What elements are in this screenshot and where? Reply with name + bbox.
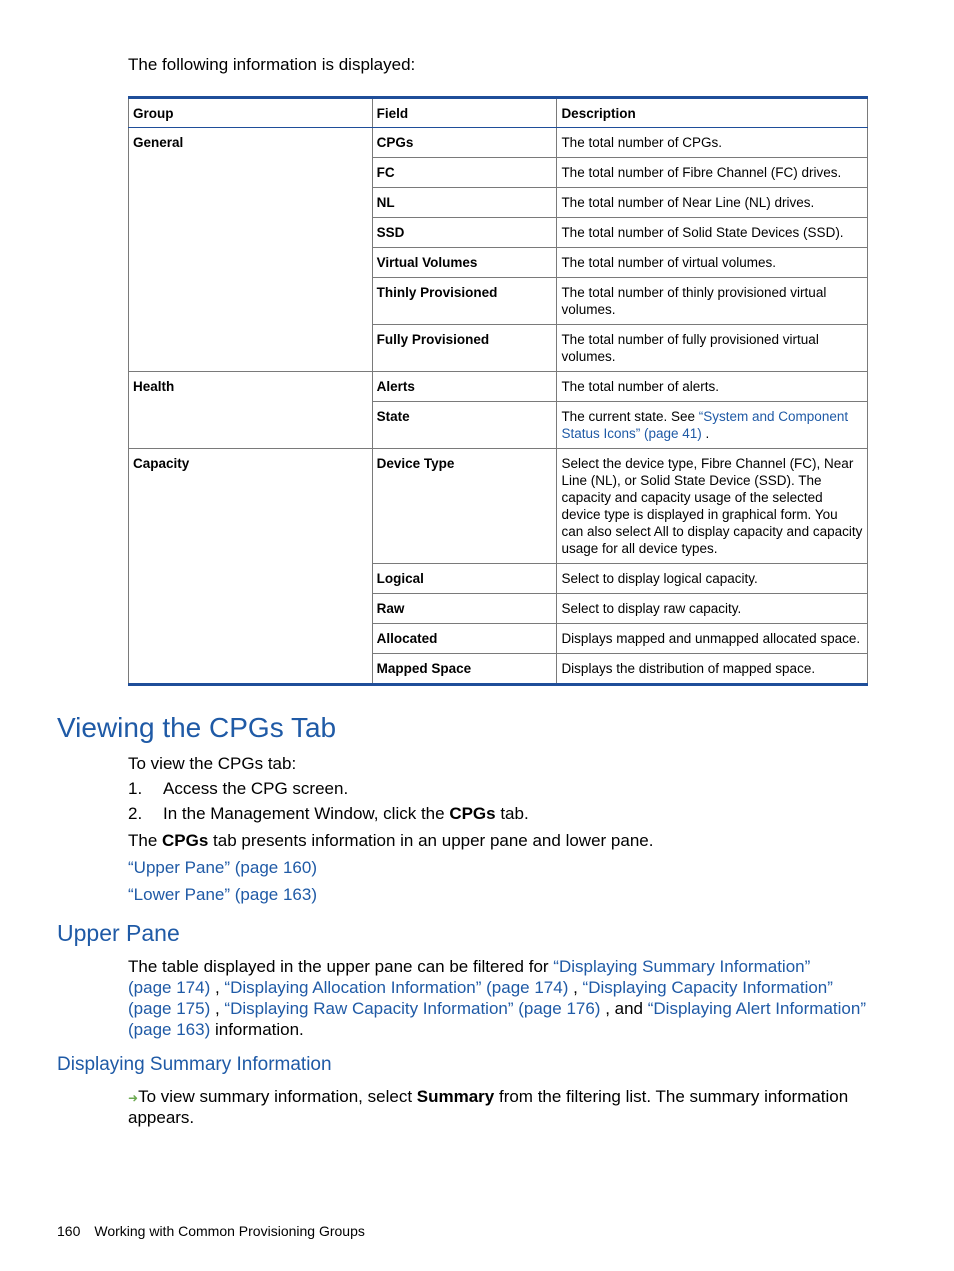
description-cell: Select to display logical capacity. xyxy=(557,564,868,594)
field-cell: NL xyxy=(372,188,557,218)
summary-line-2: appears. xyxy=(128,1108,195,1127)
table-row xyxy=(129,128,868,158)
table-header-row xyxy=(129,98,868,128)
section-paragraph xyxy=(128,830,653,851)
description-cell: Displays the distribution of mapped space. xyxy=(557,654,868,685)
upper-text: The table displayed in the upper pane can be filtered for xyxy=(128,957,554,976)
table-row xyxy=(129,372,868,402)
page-footer xyxy=(57,1223,365,1239)
para-text: The xyxy=(128,831,163,850)
field-cell: Fully Provisioned xyxy=(372,325,557,372)
upper-pane-line-2 xyxy=(128,977,833,998)
section-title: Viewing the CPGs Tab xyxy=(57,712,337,743)
description-cell: The total number of Fibre Channel (FC) drives. xyxy=(557,158,868,188)
summary-bold: Summary xyxy=(416,1087,495,1106)
separator: , xyxy=(210,999,225,1018)
section-lead: To view the CPGs tab: xyxy=(128,754,297,773)
field-cell: Mapped Space xyxy=(372,654,557,685)
description-cell xyxy=(557,402,868,449)
field-cell: SSD xyxy=(372,218,557,248)
separator: , xyxy=(568,978,583,997)
field-cell: FC xyxy=(372,158,557,188)
para-text-after: tab presents information in an upper pane and lower pane. xyxy=(208,831,654,850)
field-cell: Raw xyxy=(372,594,557,624)
summary-text: To view summary information, select xyxy=(138,1087,417,1106)
field-cell: Thinly Provisioned xyxy=(372,278,557,325)
field-cell: Alerts xyxy=(372,372,557,402)
step-2 xyxy=(128,804,529,824)
step-number: 2. xyxy=(128,804,143,823)
step-1 xyxy=(128,779,348,799)
capacity-info-link[interactable]: “Displaying Capacity Information” xyxy=(582,978,833,997)
table-row xyxy=(129,449,868,564)
upper-pane-line-4 xyxy=(128,1019,304,1040)
description-cell: The total number of alerts. xyxy=(557,372,868,402)
upper-pane-title: Upper Pane xyxy=(57,920,180,946)
separator: , and xyxy=(600,999,648,1018)
field-cell: Device Type xyxy=(372,449,557,564)
group-cell: Capacity xyxy=(129,449,373,685)
lower-pane-link[interactable]: “Lower Pane” (page 163) xyxy=(128,885,318,904)
step-text-after: tab. xyxy=(495,804,529,823)
info-table xyxy=(128,96,868,686)
description-cell: The total number of virtual volumes. xyxy=(557,248,868,278)
description-cell: The total number of thinly provisioned virtual volumes. xyxy=(557,278,868,325)
alert-page-link[interactable]: (page 163) xyxy=(128,1020,211,1039)
footer-text: Working with Common Provisioning Groups xyxy=(94,1223,365,1239)
summary-text-after: from the filtering list. The summary information xyxy=(494,1087,849,1106)
field-cell: Logical xyxy=(372,564,557,594)
separator: , xyxy=(210,978,225,997)
raw-capacity-info-link[interactable]: “Displaying Raw Capacity Information” (page 176) xyxy=(224,999,601,1018)
group-cell: Health xyxy=(129,372,373,449)
summary-title: Displaying Summary Information xyxy=(57,1054,332,1075)
allocation-info-link[interactable]: “Displaying Allocation Information” (page 174) xyxy=(224,978,569,997)
header-field: Field xyxy=(372,98,557,128)
description-cell: The total number of Solid State Devices (SSD). xyxy=(557,218,868,248)
upper-pane-link[interactable]: “Upper Pane” (page 160) xyxy=(128,858,318,877)
description-cell: Displays mapped and unmapped allocated space. xyxy=(557,624,868,654)
upper-pane-line-1 xyxy=(128,956,810,977)
header-group: Group xyxy=(129,98,373,128)
field-cell: Virtual Volumes xyxy=(372,248,557,278)
summary-line-1 xyxy=(128,1086,848,1109)
description-cell: The total number of Near Line (NL) drives. xyxy=(557,188,868,218)
description-cell: Select to display raw capacity. xyxy=(557,594,868,624)
alert-info-link[interactable]: “Displaying Alert Information” xyxy=(647,999,866,1018)
page-number: 160 xyxy=(57,1223,81,1239)
upper-pane-line-3 xyxy=(128,998,866,1019)
upper-text-after: information. xyxy=(210,1020,304,1039)
status-icons-link[interactable]: “System and Component Status Icons” (page 41) xyxy=(561,409,849,441)
field-cell: State xyxy=(372,402,557,449)
summary-info-link[interactable]: “Displaying Summary Information” xyxy=(553,957,811,976)
description-cell: Select the device type, Fibre Channel (FC), Near Line (NL), or Solid State Device (SSD). The capacity and capacity usage of the selected device type is displayed in graphical form. You can also select All to display capacity and capacity usage for all device types. xyxy=(557,449,868,564)
header-description: Description xyxy=(557,98,868,128)
step-number: 1. xyxy=(128,779,143,798)
description-cell: The total number of fully provisioned virtual volumes. xyxy=(557,325,868,372)
description-text: The current state. See xyxy=(561,409,699,424)
step-text: In the Management Window, click the xyxy=(163,804,450,823)
para-bold: CPGs xyxy=(162,831,209,850)
arrow-right-icon: ➜ xyxy=(128,1091,139,1105)
group-cell: General xyxy=(129,128,373,372)
step-bold: CPGs xyxy=(449,804,496,823)
field-cell: Allocated xyxy=(372,624,557,654)
intro-text: The following information is displayed: xyxy=(128,55,416,74)
description-cell: The total number of CPGs. xyxy=(557,128,868,158)
step-text: Access the CPG screen. xyxy=(163,779,349,798)
description-suffix: . xyxy=(701,426,710,441)
field-cell: CPGs xyxy=(372,128,557,158)
capacity-page-link[interactable]: (page 175) xyxy=(128,999,211,1018)
summary-page-link[interactable]: (page 174) xyxy=(128,978,211,997)
